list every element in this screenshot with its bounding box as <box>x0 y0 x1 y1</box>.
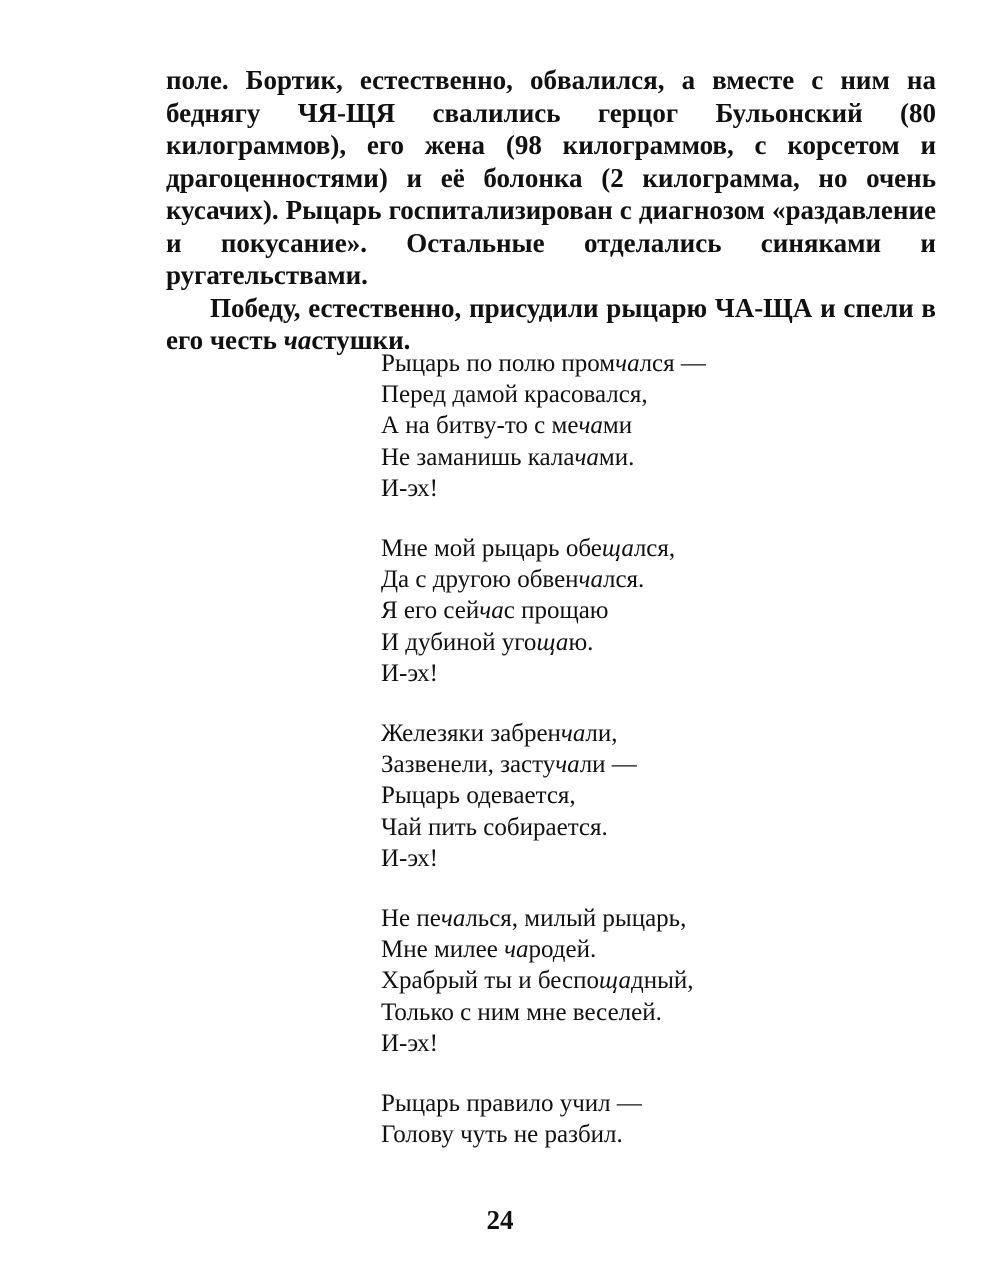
emphasis-syllable: ча <box>574 443 599 471</box>
poem-line: Железяки забренчали, <box>381 720 618 748</box>
poem-line: А на битву-то с мечами <box>381 412 633 440</box>
emphasis-syllable: ща <box>536 628 569 656</box>
stanza-4 <box>381 903 801 1059</box>
poem-line: Мне милее чародей. <box>381 936 597 964</box>
paragraph-1: поле. Бортик, естественно, обвалился, а вместе с ним на беднягу ЧЯ-ЩЯ свалились герцог Бульонский (80 килограммов), его жена (98 килограммов, с корсетом и драгоценностями) и её болонка (2 килограмма, но очень кусачих). Рыцарь госпитализирован с диагнозом «раздавление и покусание». Остальные отделались синяками и ругательствами. <box>166 65 936 290</box>
emphasis-syllable: ча <box>578 412 603 440</box>
stanza-1 <box>381 348 801 504</box>
poem-line: Рыцарь по полю промчался — <box>381 350 706 377</box>
poem-chastushki <box>381 348 801 1179</box>
poem-line: Я его сейчас прощаю <box>381 597 609 625</box>
poem-line: Не заманишь калачами. <box>381 443 635 471</box>
emphasis-syllable: ча <box>578 566 603 594</box>
poem-line: Только с ним мне веселей. <box>381 998 662 1026</box>
poem-line: Рыцарь одевается, <box>381 782 576 810</box>
poem-line: И-эх! <box>381 844 438 872</box>
poem-line: И-эх! <box>381 474 438 502</box>
poem-line: Да с другою обвенчался. <box>381 566 645 594</box>
poem-line: И дубиной угощаю. <box>381 628 594 656</box>
poem-line: Зазвенели, застучали — <box>381 751 637 779</box>
emphasis-syllable: ча <box>283 325 312 355</box>
emphasis-syllable: ча <box>504 936 529 964</box>
emphasis-syllable: ча <box>615 350 640 377</box>
emphasis-syllable: ча <box>479 597 504 625</box>
poem-line: Мне мой рыцарь обещался, <box>381 535 676 563</box>
emphasis-syllable: ча <box>555 751 580 779</box>
emphasis-syllable: ча <box>440 905 466 933</box>
stanza-3 <box>381 718 801 874</box>
paragraph-2: Победу, естественно, присудили рыцарю ЧА-ЩА и спели в его честь частушки. <box>166 292 936 355</box>
poem-line: Рыцарь правило учил — <box>381 1090 642 1118</box>
prose-block <box>166 64 936 357</box>
emphasis-syllable: ща <box>598 967 631 995</box>
poem-line: И-эх! <box>381 659 438 687</box>
page-number: 24 <box>486 1205 514 1235</box>
poem-line: Голову чуть не разбил. <box>381 1121 623 1149</box>
poem-line: Не печалься, милый рыцарь, <box>381 905 687 933</box>
stanza-2 <box>381 533 801 689</box>
poem-line: И-эх! <box>381 1029 438 1057</box>
poem-line: Храбрый ты и беспощадный, <box>381 967 694 995</box>
poem-line: Чай пить собирается. <box>381 813 608 841</box>
emphasis-syllable: ща <box>601 535 634 563</box>
emphasis-syllable: ча <box>560 720 586 748</box>
poem-line: Перед дамой красовался, <box>381 381 648 409</box>
stanza-5 <box>381 1088 801 1150</box>
